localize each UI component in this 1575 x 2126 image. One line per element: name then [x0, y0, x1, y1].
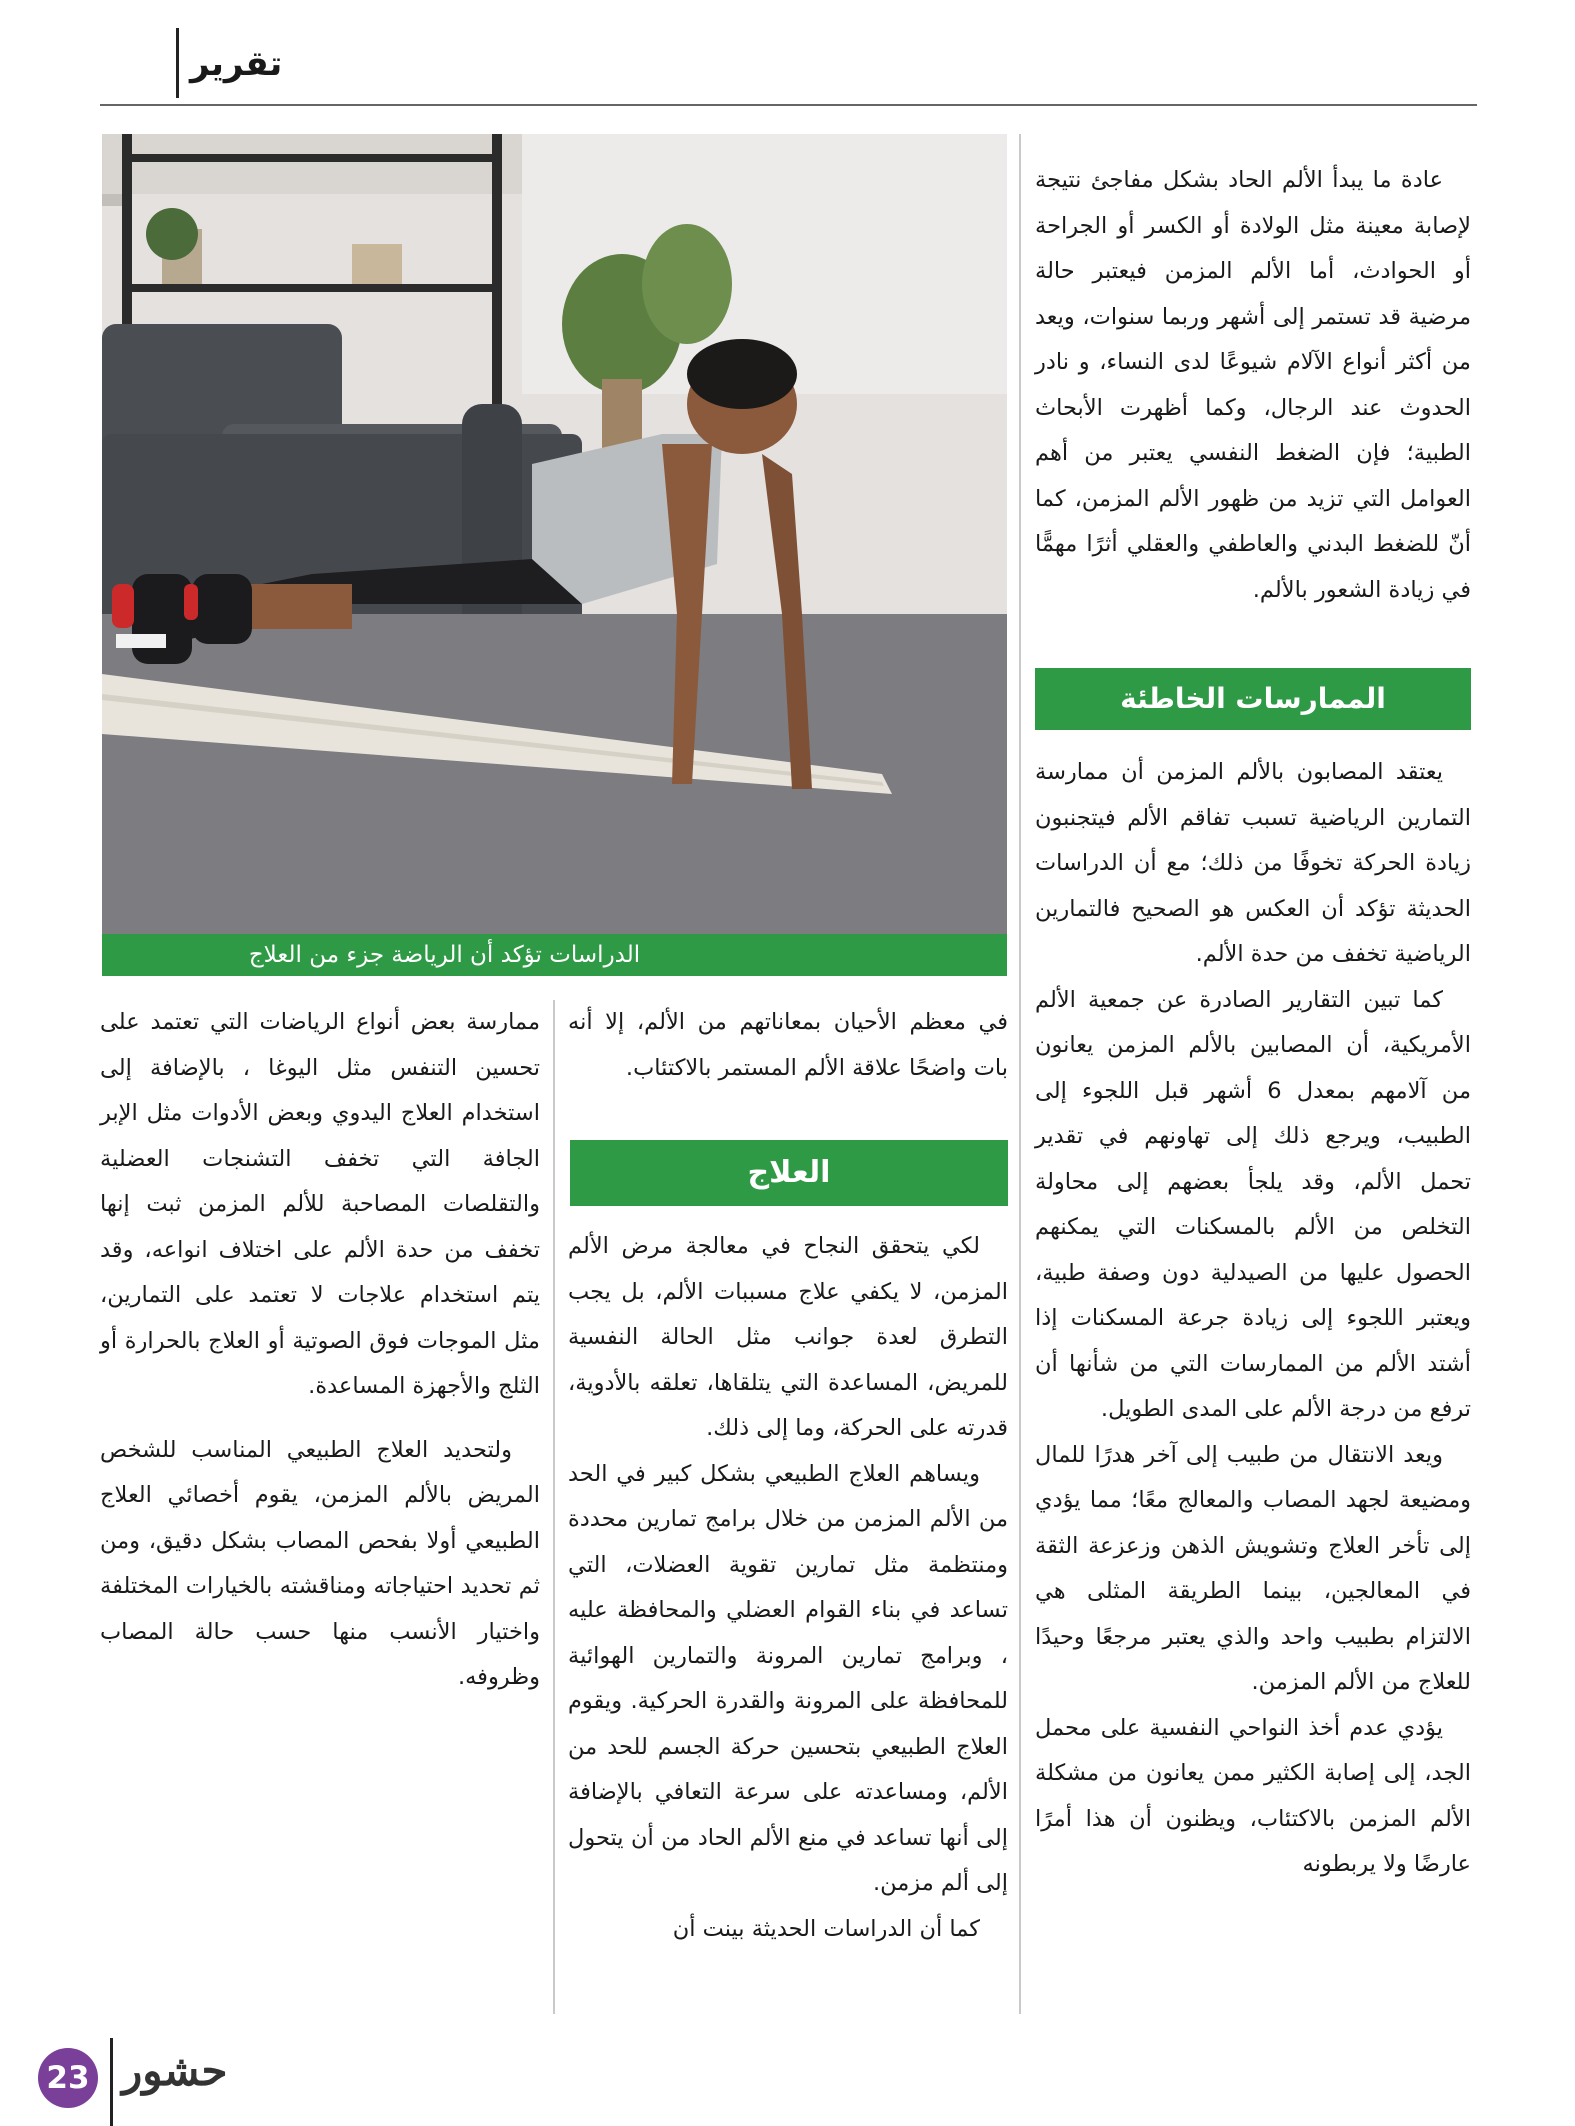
paragraph: ويساهم العلاج الطبيعي بشكل كبير في الحد من الألم المزمن من خلال برامج تمارين محددة ومنتظمة مثل تمارين تقوية العضلات، التي تساعد في بناء القوام العضلي والمحافظة عليه ، وبرامج تمارين المرونة والتمارين الهوائية للمحافظة على المرونة والقدرة الحركية. ويقوم العلاج الطبيعي بتحسين حركة الجسم للحد من الألم، ومساعدته على سرعة التعافي بالإضافة إلى أنها تساعد في منع الألم الحاد من أن يتحول إلى ألم مزمن. — [568, 1460, 1008, 1896]
article-column-middle — [568, 1000, 1008, 1091]
magazine-logo: حشور — [122, 2046, 228, 2095]
column-divider — [1019, 134, 1021, 2014]
photo-caption: الدراسات تؤكد أن الرياضة جزء من العلاج — [102, 934, 1007, 976]
footer-divider — [110, 2038, 113, 2126]
paragraph: كما أن الدراسات الحديثة بينت أن — [672, 1915, 980, 1942]
paragraph: يؤدي عدم أخذ النواحي النفسية على محمل الجد، إلى إصابة الكثير ممن يعانون من مشكلة الألم المزمن بالاكتئاب، ويظنون أن هذا أمرًا عارضًا ولا يربطونه — [1035, 1714, 1471, 1877]
paragraph: ويعد الانتقال من طبيب إلى آخر هدرًا للمال ومضيعة لجهد المصاب والمعالج معًا؛ مما يؤدي إلى تأخر العلاج وتشويش الذهن وزعزعة الثقة في المعالجين، بينما الطريقة المثلى هي الالتزام بطبيب واحد والذي يعتبر مرجعًا وحيدًا للعلاج من الألم المزمن. — [1035, 1441, 1471, 1695]
section-label: تقرير — [190, 44, 283, 84]
paragraph: لكي يتحقق النجاح في معالجة مرض الألم المزمن، لا يكفي علاج مسببات الألم، بل يجب التطرق لعدة جوانب مثل الحالة النفسية للمريض، المساعدة التي يتلقاها، تعلقه بالأدوية، قدرته على الحركة، وما إلى ذلك. — [568, 1233, 1008, 1441]
paragraph: يعتقد المصابون بالألم المزمن أن ممارسة التمارين الرياضية تسبب تفاقم الألم فيتجنبون زيادة الحركة تخوفًا من ذلك؛ مع أن الدراسات الحديثة تؤكد أن العكس هو الصحيح فالتمارين الرياضية تخفف من حدة الألم. — [1035, 759, 1471, 967]
subheading-wrong-practices: الممارسات الخاطئة — [1035, 668, 1471, 730]
article-photo — [102, 134, 1007, 934]
subheading-treatment: العلاج — [570, 1140, 1008, 1206]
section-divider — [176, 28, 179, 98]
article-column-right-continued — [1035, 750, 1471, 1888]
pushup-illustration — [102, 134, 1007, 934]
article-column-middle-continued — [568, 1224, 1008, 1952]
article-column-right — [1035, 158, 1471, 613]
paragraph: ولتحديد العلاج الطبيعي المناسب للشخص المريض بالألم المزمن، يقوم أخصائي العلاج الطبيعي أولا بفحص المصاب بشكل دقيق، ومن ثم تحديد احتياجاته ومناقشته بالخيارات المختلفة واختيار الأنسب منها حسب حالة المصاب وظروفه. — [100, 1436, 540, 1690]
page-number-badge: 23 — [38, 2048, 98, 2108]
paragraph: ممارسة بعض أنواع الرياضات التي تعتمد على تحسين التنفس مثل اليوغا ، بالإضافة إلى استخدام العلاج اليدوي وبعض الأدوات مثل الإبر الجافة التي تخفف التشنجات العضلية والتقلصات المصاحبة للألم المزمن ثبت إنها تخفف من حدة الألم على اختلاف انواعه، وقد يتم استخدام علاجات لا تعتمد على التمارين، مثل الموجات فوق الصوتية أو العلاج بالحرارة أو الثلج والأجهزة المساعدة. — [100, 1009, 540, 1399]
article-column-left — [100, 1000, 540, 1701]
header-rule — [100, 104, 1477, 106]
column-divider — [553, 1000, 555, 2014]
paragraph: كما تبين التقارير الصادرة عن جمعية الألم الأمريكية، أن المصابين بالألم المزمن يعانون من آلامهم بمعدل 6 أشهر قبل اللجوء إلى الطبيب، ويرجع ذلك إلى تهاونهم في تقدير تحمل الألم، وقد يلجأ بعضهم إلى محاولة التخلص من الألم بالمسكنات التي يمكنهم الحصول عليها من الصيدلية دون وصفة طبية، ويعتبر اللجوء إلى زيادة جرعة المسكنات إذا أشتد الألم من الممارسات التي من شأنها أن ترفع من درجة الألم على المدى الطويل. — [1035, 986, 1471, 1422]
paragraph: عادة ما يبدأ الألم الحاد بشكل مفاجئ نتيجة لإصابة معينة مثل الولادة أو الكسر أو الجراحة أو الحوادث، أما الألم المزمن فيعتبر حالة مرضية قد تستمر إلى أشهر وربما سنوات، ويعد من أكثر أنواع الآلام شيوعًا لدى النساء، و نادر الحدوث عند الرجال، وكما أظهرت الأبحاث الطبية؛ فإن الضغط النفسي يعتبر من أهم العوامل التي تزيد من ظهور الألم المزمن، كما أنّ للضغط البدني والعاطفي والعقلي أثرًا مهمًّا في زيادة الشعور بالألم. — [1035, 167, 1471, 603]
paragraph: في معظم الأحيان بمعاناتهم من الألم، إلا أنه بات واضحًا علاقة الألم المستمر بالاكتئاب. — [568, 1009, 1008, 1081]
